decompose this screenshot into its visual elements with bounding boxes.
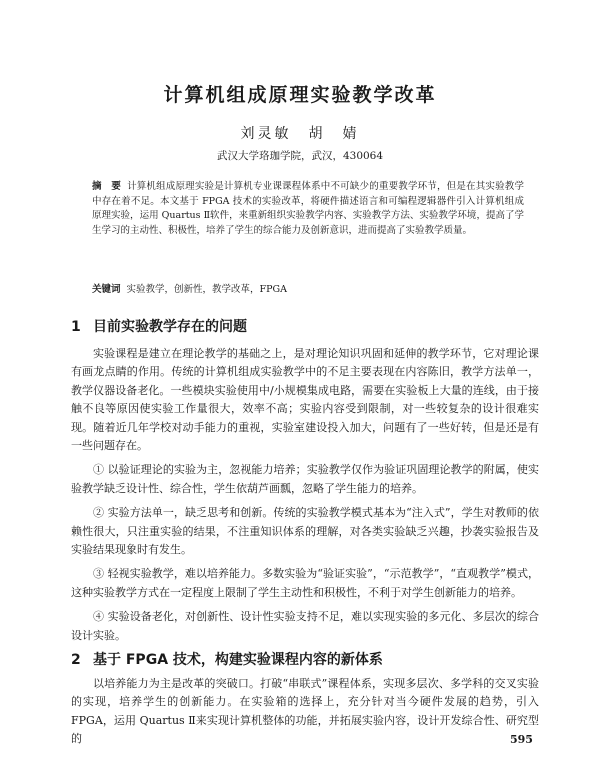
paragraph: 以培养能力为主是改革的突破口。打破“串联式”课程体系，实现多层次、多学科的交叉实验的实现，培养学生的创新能力。在实验箱的选择上，充分针对当今硬件发展的趋势，引入 FPGA，运用 Quartus Ⅱ来实现计算机整体的功能，并拓展实验内容，设计开发综合性、研究型的 [71,677,539,746]
section-2-title: 基于 FPGA 技术，构建实验课程内容的新体系 [93,652,383,668]
section-1-number: 1 [71,319,81,335]
abstract-label: 摘 要 [92,181,122,192]
authors: 刘灵敏 胡 婧 [240,126,360,142]
abstract-text: 计算机组成原理实验是计算机专业课课程体系中不可缺少的重要教学环节，但是在其实验教学中存在着不足。本文基于 FPGA 技术的实验改革，将硬件描述语言和可编程逻辑器件引入计算机组成原理实验，运用 Quartus Ⅱ软件，来重新组织实验教学内容、实验教学方法、实验教学环境，提高了学生学习的主动性、积极性，培养了学生的综合能力及创新意识，进而提高了实验教学质量。 [92,181,524,236]
keywords-label: 关键词 [92,284,121,295]
paragraph: ③ 轻视实验教学，难以培养能力。多数实验为“验证实验”，“示范教学”，“直观教学”模式，这种实验教学方式在一定程度上限制了学生主动性和积极性，不利于对学生创新能力的培养。 [71,567,539,599]
affiliation: 武汉大学珞珈学院，武汉，430064 [216,150,384,162]
page-number: 595 [510,733,533,746]
keywords-text: 实验教学，创新性，教学改革，FPGA [126,284,287,295]
section-2-number: 2 [71,652,81,668]
section-1-body [71,345,539,651]
paragraph: ② 实验方法单一，缺乏思考和创新。传统的实验教学模式基本为“注入式”，学生对教师的依赖性很大，只注重实验的结果，不注重知识体系的理解，对各类实验缺乏兴趣，抄袭实验报告及实验结果现象时有发生。 [71,506,539,557]
abstract [92,180,524,238]
paper-title: 计算机组成原理实验教学改革 [163,84,437,106]
section-2-body [71,675,539,755]
keywords [92,281,524,295]
section-1-heading [71,316,247,336]
section-2-heading [71,649,383,669]
paragraph: ④ 实验设备老化，对创新性、设计性实验支持不足，难以实现实验的多元化、多层次的综合设计实验。 [71,610,539,642]
paragraph: 实验课程是建立在理论教学的基础之上，是对理论知识巩固和延伸的教学环节，它对理论课有画龙点睛的作用。传统的计算机组成实验教学中的不足主要表现在内容陈旧，教学方法单一，教学仪器设备老化。一些模块实验使用中/小规模集成电路，需要在实验板上大量的连线，由于接触不良等原因使实验工作量很大，效率不高；实验内容受到限制，对一些较复杂的设计很难实现。随着近几年学校对动手能力的重视，实验室建设投入加大，问题有了一些好转，但是还是有一些问题存在。 [71,347,539,453]
paragraph: ① 以验证理论的实验为主，忽视能力培养；实验教学仅作为验证巩固理论教学的附属，使实验教学缺乏设计性、综合性，学生依葫芦画瓢，忽略了学生能力的培养。 [71,463,539,495]
section-1-title: 目前实验教学存在的问题 [93,319,247,335]
